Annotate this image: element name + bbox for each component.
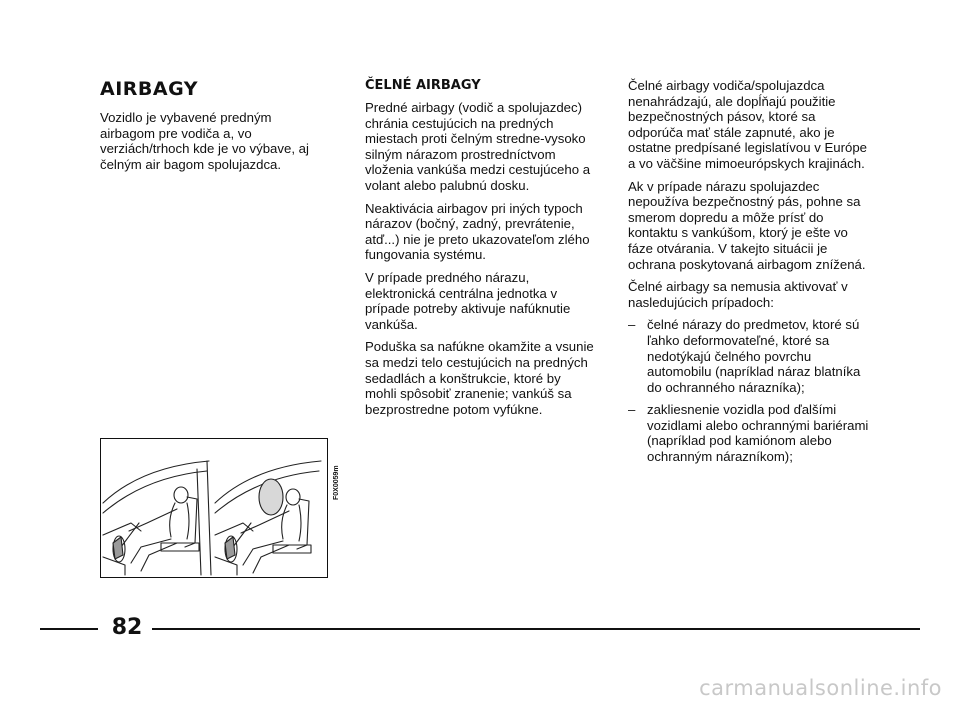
airbag-notes-column [628,78,873,472]
paragraph: Poduška sa nafúkne okamžite a vsunie sa medzi telo cestujúcich na predných sedadlách a konštrukcie, ktoré by mohli spôsobiť zranenie; vankúš sa bezprostredne potom vyfúkne. [365,339,594,417]
footer-rule-left [40,628,98,630]
non-activation-list [628,317,873,464]
driver-before-panel [103,461,211,575]
paragraph: Čelné airbagy sa nemusia aktivovať v nasledujúcich prípadoch: [628,279,848,310]
paragraph: Neaktivácia airbagov pri iných typoch nárazov (bočný, zadný, prevrátenie, atď...) nie je preto ukazovateľom zlého fungovania systému. [365,200,590,263]
footer-rule-right [152,628,920,630]
driver-after-panel [215,461,321,575]
page-title: AIRBAGY [100,78,199,100]
page-number: 82 [111,615,143,640]
paragraph: Ak v prípade nárazu spolujazdec nepoužíva bezpečnostný pás, pohne sa smerom dopredu a môže prísť do kontaktu s vankúšom, ktorý je ešte vo fáze otvárania. V takejto situácii je ochrana poskytovaná airbagom znížená. [628,178,866,272]
paragraph: V prípade predného nárazu, elektronická centrálna jednotka v prípade potreby aktivuje nafúknutie vankúša. [365,269,571,332]
intro-column [100,78,325,179]
frontal-airbags-column [365,78,595,424]
airbag-deployment-drawing [101,439,327,577]
section-heading: ČELNÉ AIRBAGY [365,78,481,93]
intro-paragraph: Vozidlo je vybavené predným airbagom pre vodiča a, vo verziách/trhoch kde je vo výbave, aj čelným air bagom spolujazdca. [100,110,309,172]
paragraph: Predné airbagy (vodič a spolujazdec) chránia cestujúcich na predných miestach proti čelným stredne-vysoko silným nárazom prostredníctvom vloženia vankúša medzi cestujúceho a volant alebo palubnú dosku. [365,100,591,193]
watermark: carmanualsonline.info [699,676,942,700]
airbag-illustration [100,438,328,578]
figure-code: F0X0059m [333,465,340,500]
paragraph: Čelné airbagy vodiča/spolujazdca nenahrádzajú, ale dopĺňajú použitie bezpečnostných pásov, ktoré sa odporúča mať stále zapnuté, ako je ostatne predpísané legislatívou v Európe a vo väčšine mimoeurópskych krajinách. [628,78,867,171]
list-item: – čelné nárazy do predmetov, ktoré sú ľahko deformovateľné, ktoré sa nedotýkajú čelného povrchu automobilu (napríklad náraz blatníka do ochranného nárazníka); [628,317,873,395]
list-item: – zakliesnenie vozidla pod ďalšími vozidlami alebo ochrannými bariérami (napríklad pod kamiónom alebo ochranným nárazníkom); [628,402,873,464]
